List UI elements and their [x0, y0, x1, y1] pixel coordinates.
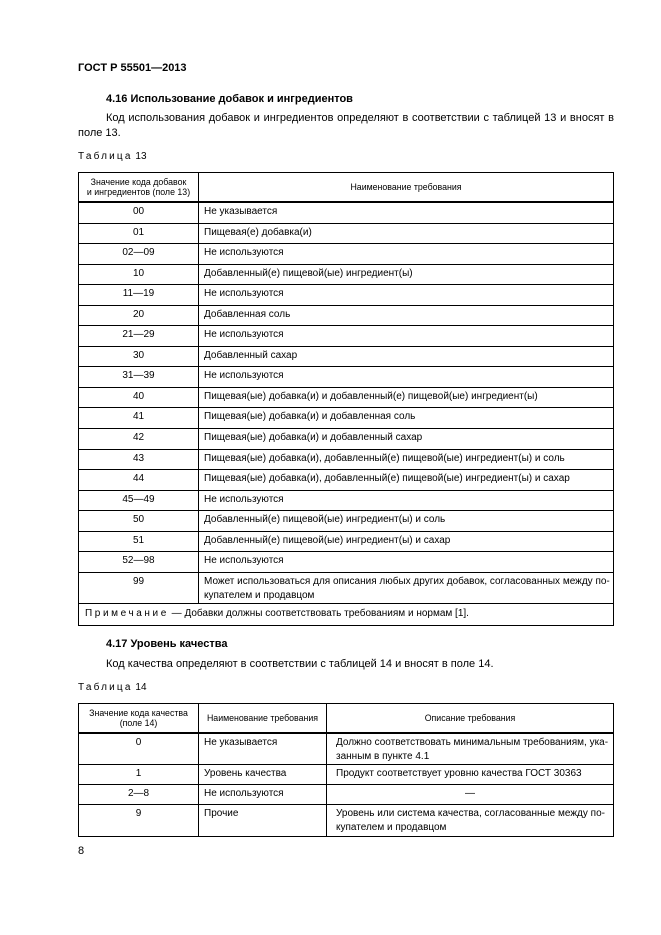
table-row	[79, 347, 613, 368]
table-note-text: — Добавки должны соответствовать требованиям и нормам [1].	[171, 607, 469, 619]
table-header-cell-name: Наименование требования	[350, 181, 462, 192]
table-cell-name: Добавленный сахар	[204, 349, 298, 361]
table-note-label: Примечание	[85, 607, 169, 619]
table-row	[79, 805, 613, 836]
table-row	[79, 244, 613, 265]
table-row	[79, 408, 613, 429]
table-row	[79, 326, 613, 347]
table-cell-code: 11—19	[79, 285, 199, 305]
table-caption-number: 13	[135, 151, 147, 162]
table-cell-name: Не используются	[204, 493, 284, 505]
table-cell-code: 2—8	[79, 785, 199, 804]
paragraph-line: поле 13.	[78, 127, 121, 139]
table-header-cell-code: Значение кода качества (поле 14)	[79, 704, 199, 732]
table-cell-code: 40	[79, 388, 199, 408]
table-cell-name: Не используются	[204, 288, 284, 300]
table-body	[79, 203, 613, 604]
table-caption-label: Таблица	[78, 682, 133, 693]
table-cell-code: 51	[79, 532, 199, 552]
section-paragraph-4-16	[78, 111, 614, 141]
table-row	[79, 367, 613, 388]
table-cell-name: Пищевая(ые) добавка(и) и добавленный сахар	[204, 432, 423, 444]
table-caption-label: Таблица	[78, 151, 133, 162]
table-cell-name: Не указывается	[199, 734, 327, 764]
table-header-cell-code: Значение кода добавок и ингредиентов (поле 13)	[79, 173, 199, 201]
table-cell-code: 00	[79, 203, 199, 223]
table-cell-code: 30	[79, 347, 199, 367]
table-header-cell-description: Описание требования	[424, 712, 516, 723]
table-row	[79, 450, 613, 471]
table-cell-name: Добавленный(е) пищевой(ые) ингредиент(ы) и соль	[204, 514, 446, 526]
table-cell-code: 99	[79, 573, 199, 603]
table-cell-name: Пищевая(ые) добавка(и) и добавленный(е) пищевой(ые) ингредиент(ы)	[204, 390, 538, 402]
table-row	[79, 491, 613, 512]
table-row	[79, 532, 613, 553]
table-cell-code: 42	[79, 429, 199, 449]
table-cell-code: 20	[79, 306, 199, 326]
page-number: 8	[78, 845, 85, 857]
table-cell-name: Не используются	[204, 555, 284, 567]
table-row	[79, 265, 613, 286]
table-row	[79, 429, 613, 450]
table-cell-name: Уровень качества	[199, 765, 327, 784]
table-row	[79, 285, 613, 306]
table-cell-code: 02—09	[79, 244, 199, 264]
table-cell-code: 43	[79, 450, 199, 470]
table-cell-name: Добавленная соль	[204, 308, 291, 320]
table-cell-description: Уровень или система качества, согласованные между по- купателем и продавцом	[336, 807, 605, 833]
table-cell-name: Добавленный(е) пищевой(ые) ингредиент(ы)	[204, 267, 413, 279]
table-cell-description: —	[465, 787, 475, 799]
table-cell-description: Продукт соответствует уровню качества ГОСТ 30363	[336, 767, 582, 779]
table-cell-code: 31—39	[79, 367, 199, 387]
table-13	[78, 172, 614, 626]
table-header-row	[79, 173, 613, 203]
document-id-header: ГОСТ Р 55501—2013	[78, 62, 187, 74]
table-header-cell-name: Наименование требования	[199, 704, 327, 732]
table-14	[78, 703, 614, 837]
table-cell-name: Может использоваться для описания любых других добавок, согласованных между по- купателем и продавцом	[204, 575, 610, 601]
table-cell-description: Должно соответствовать минимальным требованиям, ука- занным в пункте 4.1	[336, 737, 609, 762]
table-cell-code: 0	[79, 734, 199, 764]
table-cell-name: Не используются	[204, 247, 284, 259]
table-caption-14	[78, 682, 147, 694]
table-row	[79, 224, 613, 245]
table-cell-name: Добавленный(е) пищевой(ые) ингредиент(ы) и сахар	[204, 534, 451, 546]
table-cell-name: Пищевая(ые) добавка(и) и добавленная соль	[204, 411, 416, 423]
table-row	[79, 765, 613, 785]
table-row	[79, 388, 613, 409]
table-cell-name: Пищевая(е) добавка(и)	[204, 226, 312, 238]
table-cell-code: 21—29	[79, 326, 199, 346]
table-header-row	[79, 704, 613, 734]
table-caption-13	[78, 151, 147, 163]
table-row	[79, 470, 613, 491]
table-cell-code: 10	[79, 265, 199, 285]
table-body	[79, 734, 613, 836]
table-row	[79, 552, 613, 573]
table-cell-name: Не используются	[204, 370, 284, 382]
table-cell-name: Пищевая(ые) добавка(и), добавленный(е) пищевой(ые) ингредиент(ы) и соль	[204, 452, 565, 464]
table-cell-code: 44	[79, 470, 199, 490]
table-cell-code: 50	[79, 511, 199, 531]
table-row	[79, 306, 613, 327]
table-cell-code: 1	[79, 765, 199, 784]
table-cell-name: Не указывается	[204, 206, 278, 217]
section-heading-4-16: 4.16 Использование добавок и ингредиентов	[106, 93, 353, 105]
table-cell-code: 41	[79, 408, 199, 428]
table-row	[79, 573, 613, 604]
table-cell-name: Прочие	[199, 805, 327, 836]
table-row	[79, 203, 613, 224]
table-cell-code: 9	[79, 805, 199, 836]
table-cell-code: 01	[79, 224, 199, 244]
table-cell-name: Не используются	[204, 329, 284, 341]
section-heading-4-17: 4.17 Уровень качества	[106, 638, 228, 650]
table-row	[79, 785, 613, 805]
table-caption-number: 14	[135, 682, 147, 693]
table-cell-code: 45—49	[79, 491, 199, 511]
table-cell-name: Пищевая(ые) добавка(и), добавленный(е) пищевой(ые) ингредиент(ы) и сахар	[204, 473, 570, 485]
table-cell-name: Не используются	[199, 785, 327, 804]
table-row	[79, 734, 613, 765]
table-note	[79, 604, 613, 625]
table-row	[79, 511, 613, 532]
table-cell-code: 52—98	[79, 552, 199, 572]
section-paragraph-4-17: Код качества определяют в соответствии с таблицей 14 и вносят в поле 14.	[106, 658, 494, 670]
paragraph-line: Код использования добавок и ингредиентов определяют в соответствии с таблицей 13 и вносят в	[106, 112, 614, 124]
